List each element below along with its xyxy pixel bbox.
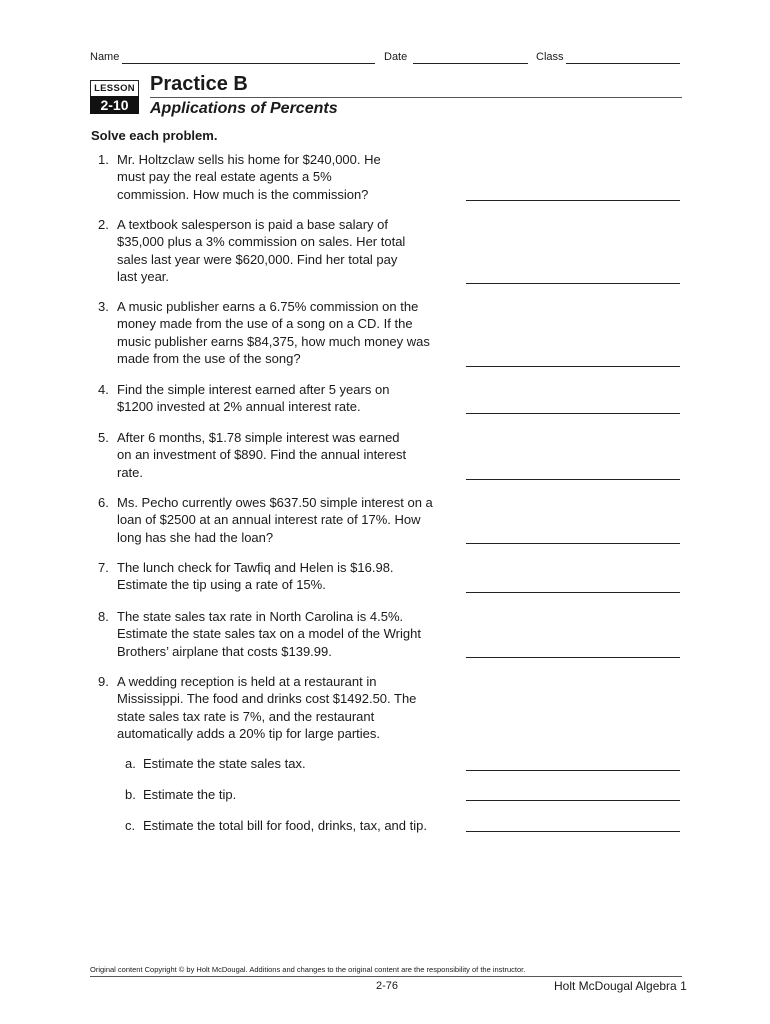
problem-number: 6. (98, 495, 109, 510)
answer-line-3[interactable] (466, 366, 680, 367)
problem-3 (98, 298, 438, 368)
answer-line-9a[interactable] (466, 770, 680, 771)
answer-line-7[interactable] (466, 592, 680, 593)
answer-line-5[interactable] (466, 479, 680, 480)
subpart-b (125, 786, 236, 803)
subpart-text: Estimate the total bill for food, drinks, tax, and tip. (143, 818, 427, 833)
subpart-c (125, 817, 427, 834)
date-label: Date (384, 51, 408, 63)
problem-text: Find the simple interest earned after 5 years on $1200 invested at 2% annual interest rate. (117, 382, 390, 415)
title-divider (150, 97, 682, 98)
footer-divider (90, 976, 682, 977)
problem-number: 3. (98, 299, 109, 314)
book-title: Holt McDougal Algebra 1 (554, 979, 687, 993)
answer-line-8[interactable] (466, 657, 680, 658)
subpart-a (125, 755, 306, 772)
problem-number: 2. (98, 217, 109, 232)
problem-9 (98, 673, 428, 743)
subpart-text: Estimate the tip. (143, 787, 237, 802)
page-title: Practice B (150, 73, 248, 95)
problem-number: 9. (98, 674, 109, 689)
subpart-text: Estimate the state sales tax. (143, 756, 306, 771)
problem-number: 8. (98, 609, 109, 624)
answer-line-2[interactable] (466, 283, 680, 284)
page-number: 2-76 (376, 980, 399, 992)
answer-line-9c[interactable] (466, 831, 680, 832)
problem-text: A wedding reception is held at a restaurant in Mississippi. The food and drinks cost $1492.50. The state sales tax rate is 7%, and the restaurant automatically adds a 20% tip for large parties. (117, 674, 417, 742)
class-field[interactable] (566, 63, 680, 64)
problem-8 (98, 608, 438, 660)
problem-1 (98, 151, 398, 203)
problem-2 (98, 216, 408, 286)
problem-7 (98, 559, 438, 594)
lesson-tag: LESSON (90, 80, 139, 97)
problem-number: 5. (98, 430, 109, 445)
problem-text: A textbook salesperson is paid a base salary of $35,000 plus a 3% commission on sales. Her total sales last year were $620,000. Find her total pay last year. (117, 217, 406, 285)
instructions: Solve each problem. (91, 128, 218, 143)
subpart-letter: b. (125, 787, 136, 802)
subpart-letter: a. (125, 756, 136, 771)
answer-line-1[interactable] (466, 200, 680, 201)
problem-text: The lunch check for Tawfiq and Helen is $16.98. Estimate the tip using a rate of 15%. (117, 560, 394, 593)
page-subtitle: Applications of Percents (150, 100, 338, 117)
answer-line-6[interactable] (466, 543, 680, 544)
problem-text: Mr. Holtzclaw sells his home for $240,000. He must pay the real estate agents a 5% commission. How much is the commission? (117, 152, 381, 202)
lesson-number: 2-10 (90, 96, 139, 114)
date-field[interactable] (413, 63, 528, 64)
class-label: Class (536, 51, 564, 63)
problem-6 (98, 494, 438, 546)
answer-line-4[interactable] (466, 413, 680, 414)
answer-line-9b[interactable] (466, 800, 680, 801)
problem-text: A music publisher earns a 6.75% commission on the money made from the use of a song on a CD. If the music publisher earns $84,375, how much money was made from the use of the song? (117, 299, 430, 367)
problem-text: The state sales tax rate in North Carolina is 4.5%. Estimate the state sales tax on a model of the Wright Brothers’ airplane that costs $139.99. (117, 609, 421, 659)
name-label: Name (90, 51, 120, 63)
problem-text: Ms. Pecho currently owes $637.50 simple interest on a loan of $2500 at an annual interest rate of 17%. How long has she had the loan? (117, 495, 433, 545)
problem-number: 4. (98, 382, 109, 397)
problem-text: After 6 months, $1.78 simple interest was earned on an investment of $890. Find the annual interest rate. (117, 430, 407, 480)
name-field[interactable] (122, 63, 375, 64)
subpart-letter: c. (125, 818, 136, 833)
problem-number: 1. (98, 152, 109, 167)
problem-5 (98, 429, 408, 481)
problem-number: 7. (98, 560, 109, 575)
problem-4 (98, 381, 408, 416)
copyright-notice: Original content Copyright © by Holt McDougal. Additions and changes to the original content are the responsibility of the instructor. (90, 965, 526, 974)
